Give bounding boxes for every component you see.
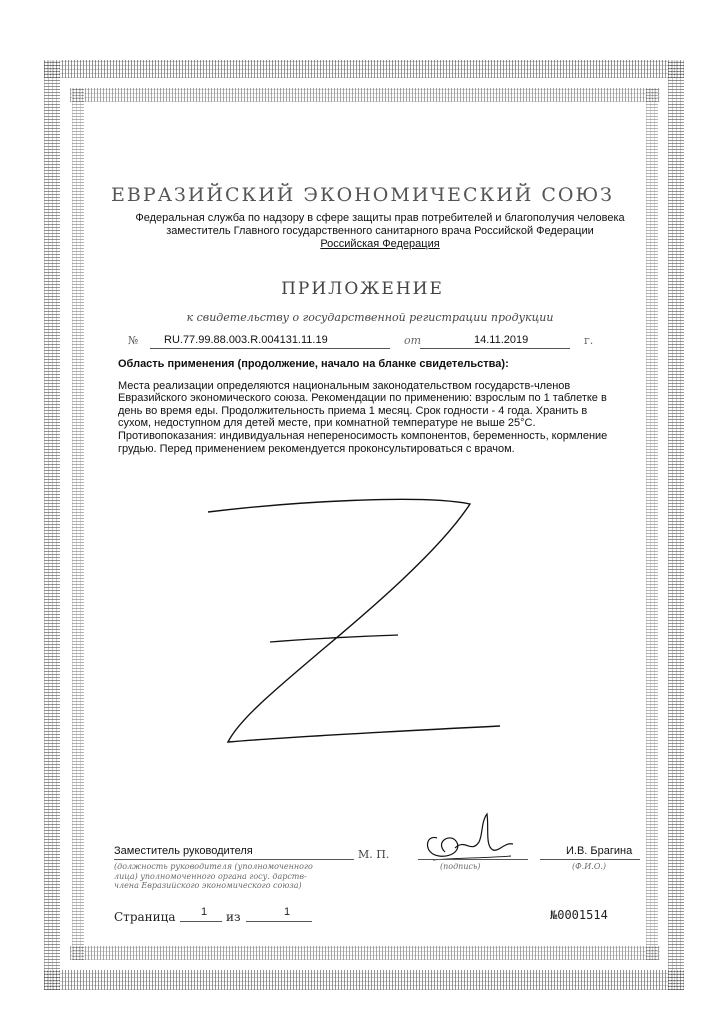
position-underline — [114, 859, 354, 860]
authority-line: Федеральная служба по надзору в сфере защиты прав потребителей и благополучия человека — [135, 212, 625, 224]
registration-date: 14.11.2019 — [474, 334, 529, 346]
signatory-name: И.В. Брагина — [566, 845, 633, 857]
position-caption-line: лица) уполномоченного органа госу. дарств- — [114, 871, 307, 881]
position-caption — [114, 862, 313, 891]
number-underline — [150, 348, 390, 349]
blank-space-strike-mark — [200, 490, 510, 750]
year-suffix: г. — [584, 334, 594, 347]
appendix-title: ПРИЛОЖЕНИЕ — [281, 279, 444, 299]
border-top-inner — [70, 88, 660, 102]
scope-section — [118, 358, 638, 455]
total-pages: 1 — [284, 906, 291, 918]
scope-line: Противопоказания: индивидуальная непереносимость компонентов, беременность, кормление — [118, 429, 608, 442]
country-line: Российская Федерация — [320, 238, 440, 250]
appendix-subtitle: к свидетельству о государственной регистрации продукции — [186, 311, 554, 324]
scope-heading: Область применения (продолжение, начало на бланке свидетельства): — [118, 358, 509, 370]
issuing-authority — [110, 212, 650, 251]
page-number: 1 — [201, 906, 208, 918]
scope-line: Евразийского экономического союза. Рекомендации по применению: взрослым по 1 таблетке в — [118, 392, 607, 405]
authority-line: заместитель Главного государственного санитарного врача Российской Федерации — [166, 225, 594, 237]
form-serial-number: №0001514 — [550, 908, 608, 922]
number-label: № — [128, 334, 139, 347]
border-bottom-outer — [44, 970, 684, 990]
signature-underline — [418, 859, 528, 860]
page-number-underline — [180, 921, 222, 922]
registration-number: RU.77.99.88.003.R.004131.11.19 — [164, 334, 328, 346]
total-pages-underline — [246, 921, 312, 922]
position-caption-line: члена Евразийского экономического союза) — [114, 881, 302, 890]
scope-line: сухом, недоступном для детей месте, при комнатной температуре не выше 25°С. — [118, 417, 536, 430]
name-underline — [540, 859, 640, 860]
scope-line: день во время еды. Продолжительность приема 1 месяц. Срок годности - 4 года. Хранить в — [118, 404, 588, 417]
page-label: Страница — [114, 910, 176, 924]
stamp-label: М. П. — [358, 848, 390, 861]
date-label: от — [404, 334, 422, 347]
border-bottom-inner — [70, 946, 660, 960]
union-title: ЕВРАЗИЙСКИЙ ЭКОНОМИЧЕСКИЙ СОЮЗ — [111, 184, 614, 206]
scope-line: грудью. Перед применением рекомендуется проконсультироваться с врачом. — [118, 442, 515, 455]
signatory-position: Заместитель руководителя — [114, 845, 253, 857]
date-underline — [420, 348, 570, 349]
signature-caption: (подпись) — [440, 862, 481, 871]
of-label: из — [226, 910, 241, 924]
border-top-outer — [44, 60, 684, 78]
scope-line: Места реализации определяются национальным законодательством государств-членов — [118, 379, 571, 392]
name-caption: (Ф.И.О.) — [572, 862, 607, 871]
position-caption-line: (должность руководителя (уполномоченного — [114, 862, 313, 871]
border-left-inner — [72, 88, 84, 960]
